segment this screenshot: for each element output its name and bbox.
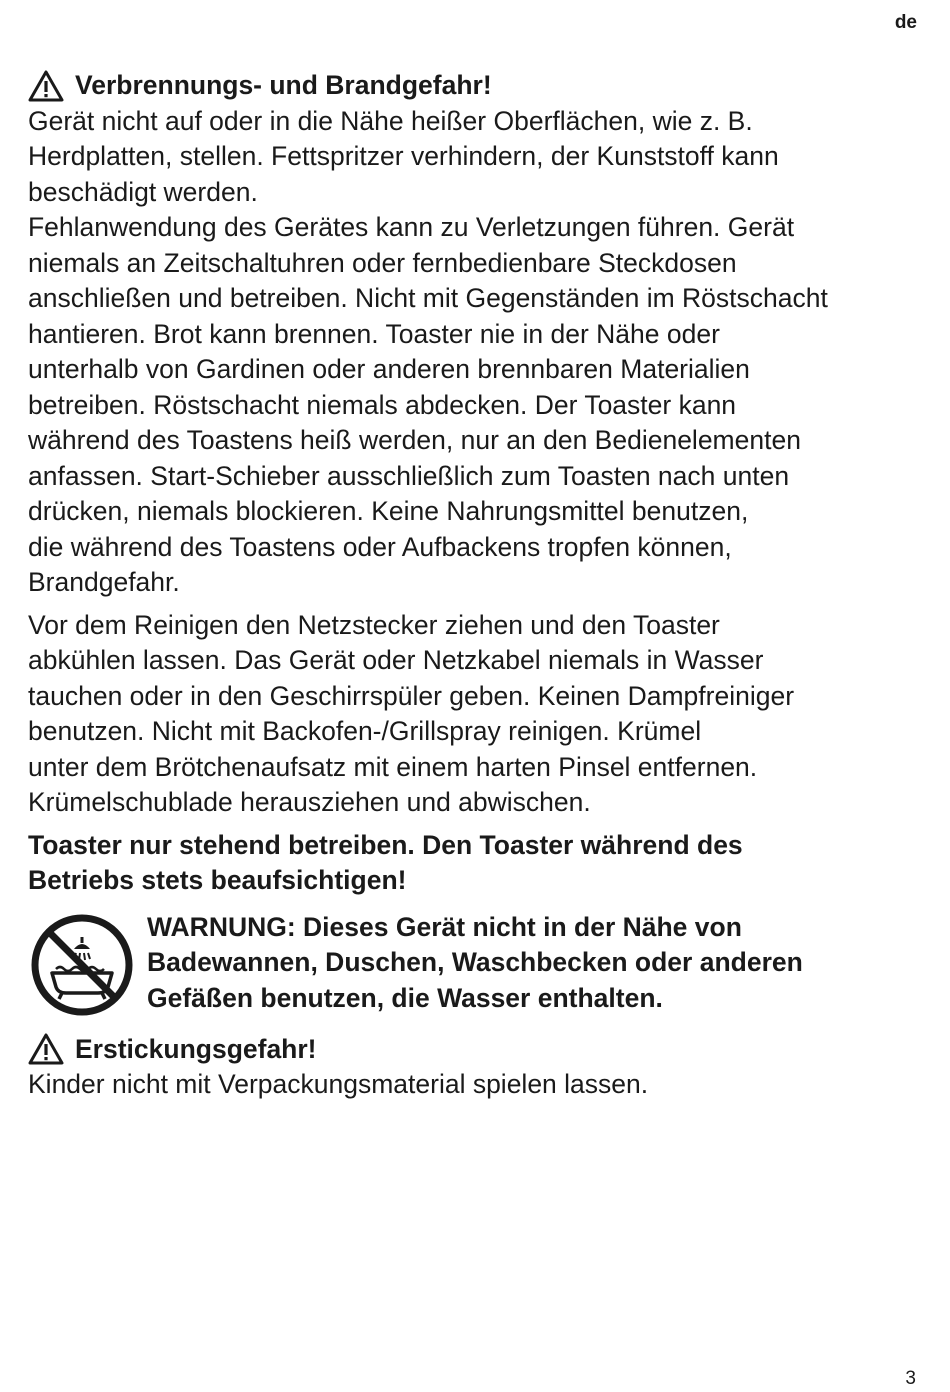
supervision-notice: Toaster nur stehend betreiben. Den Toaster während des Betriebs stets beaufsichtigen!: [28, 829, 743, 895]
burn-hazard-paragraph-1: Gerät nicht auf oder in die Nähe heißer Oberflächen, wie z. B. Herdplatten, stellen. Fettspritzer verhindern, der Kunststoff kann beschädigt werden. Fehlanwendung des Gerätes kann zu Verletzungen führen. Gerät niemals an Zeitschaltuhren oder fernbedienbare Steckdosen anschließen und betreiben. Nicht mit Gegenständen im Röstschacht hantieren. Brot kann brennen. Toaster nie in der Nähe oder unterhalb von Gardinen oder anderen brennbaren Materialien betreiben. Röstschacht niemals abdecken. Der Toaster kann während des Toastens heiß werden, nur an den Bedienelementen anfassen. Start-Schieber ausschließlich zum Toasten nach unten drücken, niemals blockieren. Keine Nahrungsmittel benutzen, die während des Toastens oder Aufbackens tropfen können, Brandgefahr.: [28, 105, 828, 597]
burn-hazard-title: Verbrennungs- und Brandgefahr!: [75, 70, 492, 100]
burn-hazard-heading: [28, 68, 923, 104]
water-warning-block: [28, 910, 923, 1017]
water-warning-text: WARNUNG: Dieses Gerät nicht in der Nähe von Badewannen, Duschen, Waschbecken oder anderen Gefäßen benutzen, die Wasser enthalten.: [147, 911, 803, 1013]
language-code: de: [894, 12, 917, 33]
suffocation-title: Erstickungsgefahr!: [75, 1033, 317, 1064]
suffocation-heading: [28, 1032, 923, 1068]
warning-triangle-icon: [28, 70, 64, 102]
page-number: 3: [905, 1368, 916, 1389]
warning-triangle-icon: [28, 1033, 64, 1065]
suffocation-text: Kinder nicht mit Verpackungsmaterial spielen lassen.: [28, 1069, 649, 1099]
safety-content: [28, 68, 923, 1103]
cleaning-paragraph: Vor dem Reinigen den Netzstecker ziehen und den Toaster abkühlen lassen. Das Gerät oder Netzkabel niemals in Wasser tauchen oder in den Geschirrspüler geben. Keinen Dampfreiniger benutzen. Nicht mit Backofen-/Grillspray reinigen. Krümel unter dem Brötchenaufsatz mit einem harten Pinsel entfernen. Krümelschublade herausziehen und abwischen.: [28, 609, 795, 817]
no-bathtub-icon: [30, 913, 134, 1017]
